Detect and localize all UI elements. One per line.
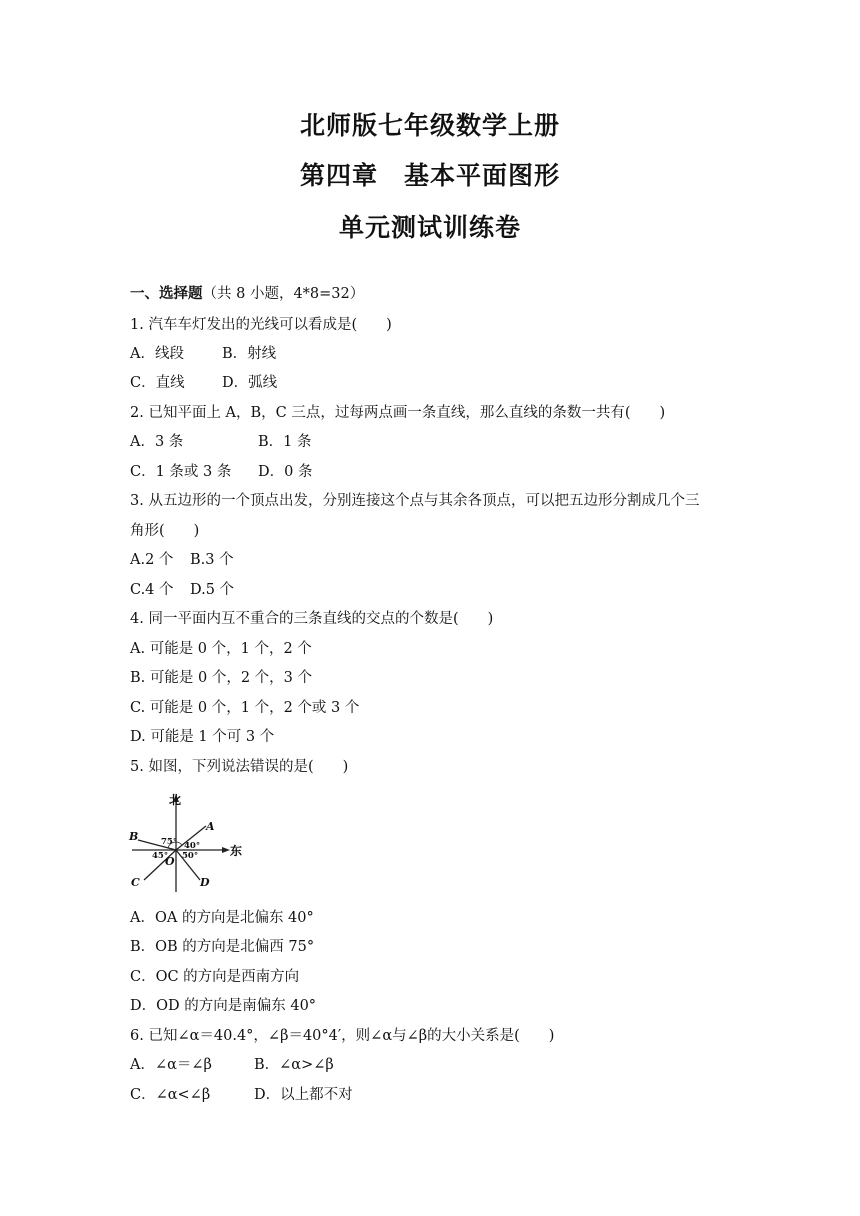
angle-75: 75° — [161, 837, 178, 847]
doc-title-3: 单元测试训练卷 — [338, 213, 521, 242]
angle-45: 45° — [152, 851, 169, 861]
q3-option-a: A.2 个 — [130, 552, 174, 568]
q1-options-ab — [130, 342, 276, 363]
q3-stem-line1: 3. 从五边形的一个顶点出发，分别连接这个点与其余各顶点，可以把五边形分割成几个三 — [130, 493, 700, 509]
label-c: C — [131, 876, 140, 889]
section-heading — [130, 282, 364, 303]
label-o: O — [165, 855, 175, 868]
q1-option-a: A．线段 — [130, 346, 184, 362]
q3-option-d: D.5 个 — [190, 582, 235, 598]
q6-stem: 6. 已知∠α＝40.4°，∠β＝40°4′，则∠α与∠β的大小关系是( ) — [130, 1028, 555, 1044]
q2-stem: 2. 已知平面上 A，B，C 三点，过每两点画一条直线，那么直线的条数一共有( ) — [130, 405, 666, 421]
q6-options-ab — [130, 1053, 334, 1074]
q1-option-d: D．弧线 — [222, 375, 278, 391]
q4-option-b: B. 可能是 0 个，2 个，3 个 — [130, 670, 312, 686]
q2-options-ab — [130, 430, 312, 451]
angle-40: 40° — [184, 841, 201, 851]
q6-option-a: A．∠α＝∠β — [130, 1057, 212, 1073]
q3-option-c: C.4 个 — [130, 582, 174, 598]
q4-option-c: C. 可能是 0 个，1 个，2 个或 3 个 — [130, 700, 360, 716]
q2-option-d: D．0 条 — [258, 464, 313, 480]
q6-option-b: B．∠α>∠β — [254, 1057, 334, 1073]
east-arrow-icon — [222, 847, 230, 853]
q2-option-b: B．1 条 — [258, 434, 312, 450]
q4-stem: 4. 同一平面内互不重合的三条直线的交点的个数是( ) — [130, 611, 494, 627]
doc-title-2: 第四章 基本平面图形 — [299, 161, 560, 190]
q2-options-cd — [130, 460, 312, 481]
q6-options-cd — [130, 1083, 353, 1104]
q4-option-a: A. 可能是 0 个，1 个，2 个 — [130, 641, 312, 657]
east-label: 东 — [230, 844, 243, 858]
direction-figure — [128, 788, 248, 894]
q5-option-c: C．OC 的方向是西南方向 — [130, 969, 300, 985]
north-label: 北 — [169, 793, 182, 807]
q1-options-cd — [130, 371, 277, 392]
q6-option-d: D．以上都不对 — [254, 1087, 353, 1103]
q3-stem-line2: 角形( ) — [130, 523, 200, 539]
q5-option-d: D．OD 的方向是南偏东 40° — [130, 998, 317, 1014]
angle-50: 50° — [182, 851, 199, 861]
label-a: A — [206, 820, 215, 833]
q1-stem: 1. 汽车车灯发出的光线可以看成是( ) — [130, 317, 392, 333]
q5-stem: 5. 如图，下列说法错误的是( ) — [130, 759, 349, 775]
q2-option-a: A．3 条 — [130, 434, 184, 450]
q1-option-c: C．直线 — [130, 375, 185, 391]
section-note: （共 8 小题，4*8=32） — [202, 286, 365, 302]
label-b: B — [129, 830, 139, 843]
q1-option-b: B．射线 — [222, 346, 277, 362]
q5-option-a: A．OA 的方向是北偏东 40° — [130, 910, 314, 926]
q3-options-cd — [130, 578, 234, 599]
doc-title-1: 北师版七年级数学上册 — [299, 111, 560, 140]
q3-options-ab — [130, 548, 234, 569]
label-d: D — [200, 876, 210, 889]
q4-option-d: D. 可能是 1 个可 3 个 — [130, 729, 275, 745]
q6-option-c: C．∠α<∠β — [130, 1087, 211, 1103]
q2-option-c: C．1 条或 3 条 — [130, 464, 232, 480]
section-label: 一、选择题 — [130, 285, 203, 302]
q5-option-b: B．OB 的方向是北偏西 75° — [130, 939, 315, 955]
q3-option-b: B.3 个 — [190, 552, 234, 568]
